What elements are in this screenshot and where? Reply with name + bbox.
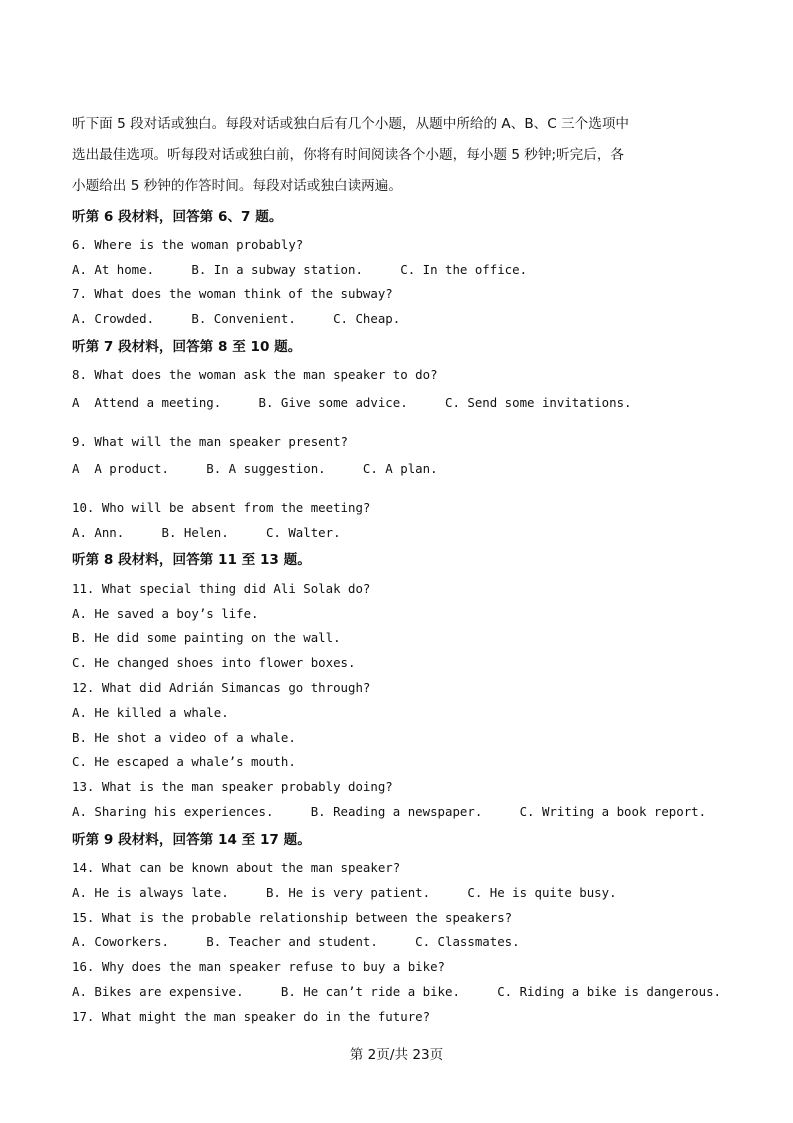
section-header-8: 听第 8 段材料，回答第 11 至 13 题。 (72, 552, 311, 568)
question-6: 6. Where is the woman probably? (72, 237, 304, 252)
page-footer: 第 2页/共 23页 (349, 1047, 444, 1063)
option-11a: A. He saved a boy’s life. (72, 606, 259, 621)
option-12a: A. He killed a whale. (72, 705, 229, 720)
question-13: 13. What is the man speaker probably doing? (72, 779, 393, 794)
options-9: A A product. B. A suggestion. C. A plan. (72, 461, 438, 476)
options-14: A. He is always late. B. He is very patient. C. He is quite busy. (72, 885, 617, 900)
option-12c: C. He escaped a whale’s mouth. (72, 754, 296, 769)
section-header-6: 听第 6 段材料，回答第 6、7 题。 (72, 209, 283, 225)
options-15: A. Coworkers. B. Teacher and student. C. Classmates. (72, 934, 520, 949)
option-11b: B. He did some painting on the wall. (72, 630, 341, 645)
instructions-line-2: 选出最佳选项。听每段对话或独白前，你将有时间阅读各个小题，每小题 5 秒钟;听完后，各 (72, 147, 625, 163)
question-11: 11. What special thing did Ali Solak do? (72, 581, 371, 596)
question-17: 17. What might the man speaker do in the future? (72, 1009, 431, 1024)
instructions-line-3: 小题给出 5 秒钟的作答时间。每段对话或独白读两遍。 (72, 178, 402, 194)
section-header-7: 听第 7 段材料，回答第 8 至 10 题。 (72, 339, 302, 355)
options-7: A. Crowded. B. Convenient. C. Cheap. (72, 311, 401, 326)
question-12: 12. What did Adrián Simancas go through? (72, 680, 371, 695)
question-10: 10. Who will be absent from the meeting? (72, 500, 371, 515)
question-16: 16. Why does the man speaker refuse to buy a bike? (72, 959, 445, 974)
options-16: A. Bikes are expensive. B. He can’t ride a bike. C. Riding a bike is dangerous. (72, 984, 722, 999)
question-15: 15. What is the probable relationship between the speakers? (72, 910, 513, 925)
question-14: 14. What can be known about the man speaker? (72, 860, 401, 875)
section-header-9: 听第 9 段材料，回答第 14 至 17 题。 (72, 832, 311, 848)
question-9: 9. What will the man speaker present? (72, 434, 349, 449)
options-8: A Attend a meeting. B. Give some advice. C. Send some invitations. (72, 395, 632, 410)
option-12b: B. He shot a video of a whale. (72, 730, 296, 745)
option-11c: C. He changed shoes into flower boxes. (72, 655, 356, 670)
options-6: A. At home. B. In a subway station. C. In the office. (72, 262, 528, 277)
instructions-line-1: 听下面 5 段对话或独白。每段对话或独白后有几个小题，从题中所给的 A、B、C 三个选项中 (72, 116, 630, 132)
question-8: 8. What does the woman ask the man speaker to do? (72, 367, 438, 382)
question-7: 7. What does the woman think of the subway? (72, 286, 393, 301)
options-13: A. Sharing his experiences. B. Reading a newspaper. C. Writing a book report. (72, 804, 707, 819)
options-10: A. Ann. B. Helen. C. Walter. (72, 525, 341, 540)
